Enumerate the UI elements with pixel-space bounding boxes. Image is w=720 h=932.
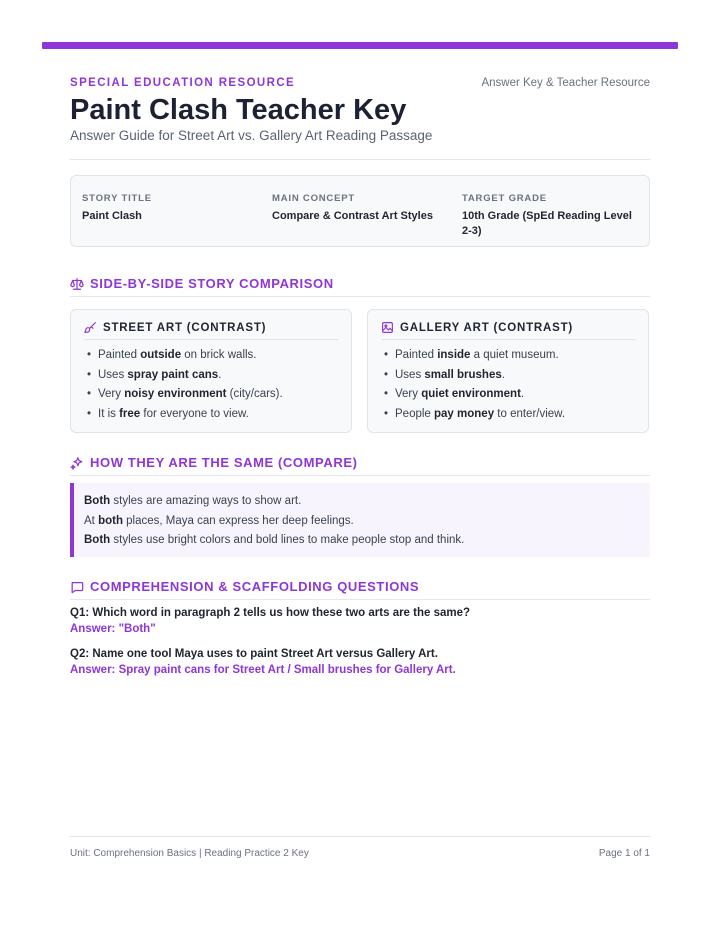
list-item: • Painted outside on brick walls.	[84, 346, 339, 366]
list-item: • People pay money to enter/view.	[381, 405, 636, 425]
question-2: Q2: Name one tool Maya uses to paint Street Art versus Gallery Art.	[70, 648, 438, 660]
footer-divider	[70, 836, 650, 837]
list-item: • Uses small brushes.	[381, 366, 636, 386]
question-1: Q1: Which word in paragraph 2 tells us how these two arts are the same?	[70, 607, 471, 619]
answer-2: Answer: Spray paint cans for Street Art / Small brushes for Gallery Art.	[70, 664, 456, 676]
meta-value: Compare & Contrast Art Styles	[272, 210, 433, 222]
story-meta-panel	[70, 175, 650, 247]
card-title: GALLERY ART (CONTRAST)	[400, 321, 574, 334]
list-item: • Painted inside a quiet museum.	[381, 346, 636, 366]
page-title: Paint Clash Teacher Key	[70, 94, 407, 126]
scale-icon	[70, 277, 84, 291]
similarities-callout	[70, 483, 650, 557]
similarity-line: At both places, Maya can express her deep feelings.	[84, 514, 354, 527]
meta-target-grade	[462, 193, 642, 239]
section-heading-same	[70, 455, 650, 476]
footer-unit: Unit: Comprehension Basics | Reading Practice 2 Key	[70, 848, 309, 859]
list-item: • Uses spray paint cans.	[84, 366, 339, 386]
card-header	[381, 321, 636, 340]
footer-page-number: Page 1 of 1	[598, 848, 650, 859]
meta-label: TARGET GRADE	[462, 193, 547, 204]
answer-1: Answer: "Both"	[70, 623, 156, 635]
street-art-list	[84, 346, 339, 424]
chat-icon	[70, 580, 84, 594]
list-item: • Very noisy environment (city/cars).	[84, 385, 339, 405]
eyebrow-label: SPECIAL EDUCATION RESOURCE	[70, 77, 296, 89]
section-label: HOW THEY ARE THE SAME (COMPARE)	[90, 455, 358, 470]
similarity-line: Both styles are amazing ways to show art.	[84, 495, 302, 507]
similarity-line: Both styles use bright colors and bold lines to make people stop and think.	[84, 534, 465, 546]
card-title: STREET ART (CONTRAST)	[103, 321, 267, 334]
meta-story-title	[82, 193, 262, 224]
meta-label: MAIN CONCEPT	[272, 193, 355, 204]
meta-value: 10th Grade (SpEd Reading Level 2-3)	[462, 210, 632, 237]
picture-icon	[381, 321, 394, 334]
street-art-card	[70, 309, 352, 433]
card-header	[84, 321, 339, 340]
gallery-art-list	[381, 346, 636, 424]
brush-icon	[84, 321, 97, 334]
meta-main-concept	[272, 193, 452, 224]
section-label: COMPREHENSION & SCAFFOLDING QUESTIONS	[90, 579, 420, 594]
section-label: SIDE-BY-SIDE STORY COMPARISON	[90, 276, 334, 291]
page-subtitle: Answer Guide for Street Art vs. Gallery Art Reading Passage	[70, 128, 433, 143]
meta-value: Paint Clash	[82, 210, 142, 222]
section-heading-questions	[70, 579, 650, 600]
header-row	[70, 77, 650, 89]
sparkle-icon	[70, 456, 84, 470]
list-item: • It is free for everyone to view.	[84, 405, 339, 425]
resource-label: Answer Key & Teacher Resource	[481, 77, 650, 89]
meta-label: STORY TITLE	[82, 193, 152, 204]
gallery-art-card	[367, 309, 649, 433]
header-divider	[70, 159, 650, 160]
list-item: • Very quiet environment.	[381, 385, 636, 405]
accent-bar	[42, 42, 678, 49]
section-heading-comparison	[70, 276, 650, 297]
